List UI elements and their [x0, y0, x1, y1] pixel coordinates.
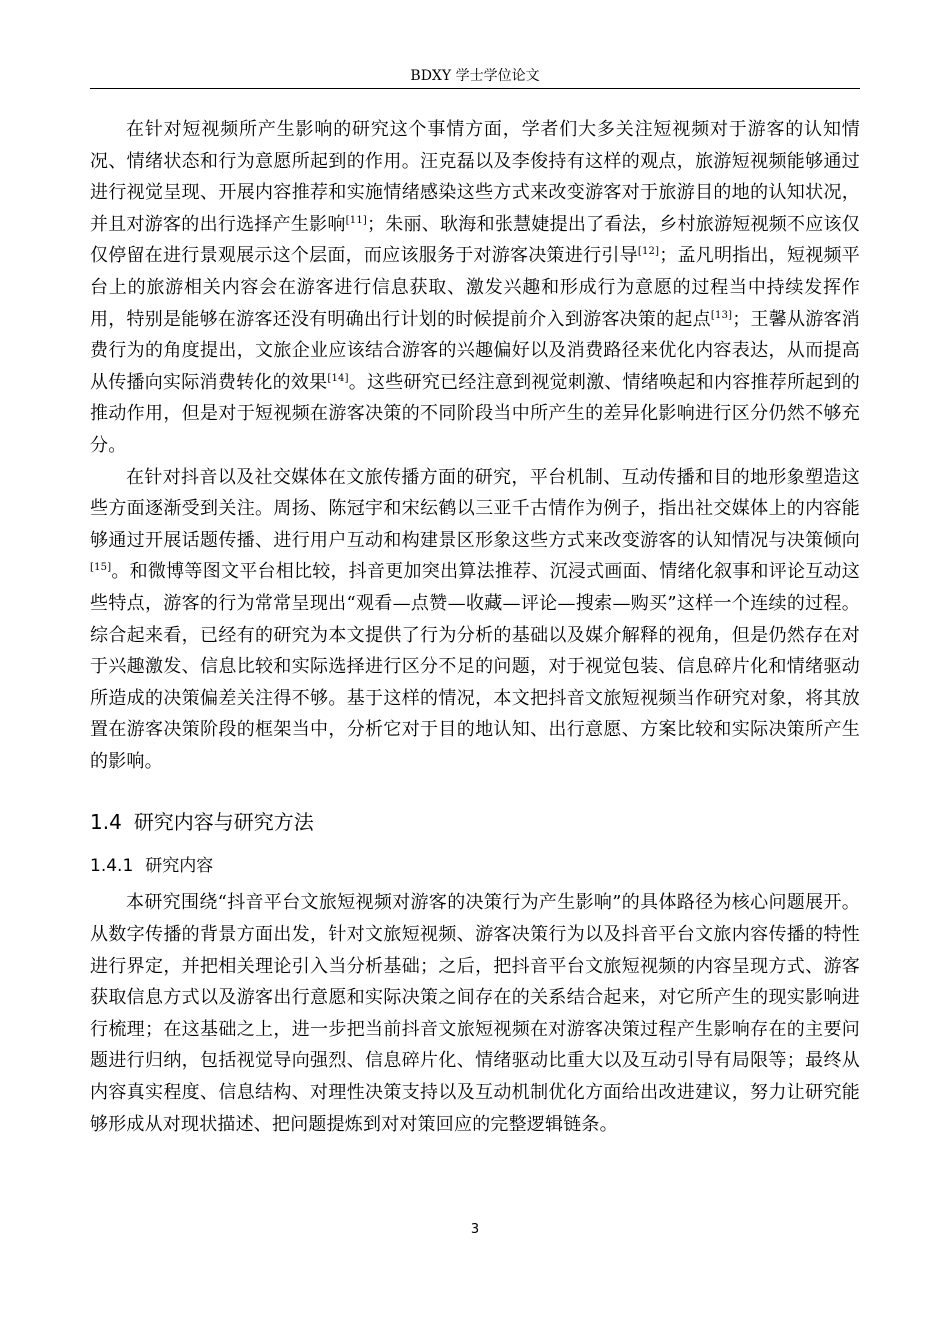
body-paragraphs-before — [90, 114, 860, 777]
paragraph-text: ；孟凡明指出，短视频平台上的旅游相关内容会在游客进行信息获取、激发兴趣和形成行为意愿的过程当中持续发挥作用，特别是能够在游客还没有明确出行计划的时候提前介入到游客决策的起点 — [90, 245, 861, 330]
subsection-heading — [90, 851, 860, 881]
citation-ref: [13] — [710, 309, 733, 321]
section-title: 研究内容与研究方法 — [133, 810, 314, 835]
citation-ref: [15] — [90, 562, 112, 574]
paragraph-text: 本研究围绕“抖音平台文旅短视频对游客的决策行为产生影响”的具体路径为核心问题展开。从数字传播的背景方面出发，针对文旅短视频、游客决策行为以及抖音平台文旅内容传播的特性进行界定，并把相关理论引入当分析基础；之后，把抖音平台文旅短视频的内容呈现方式、游客获取信息方式以及游客出行意愿和实际决策之间存在的关系结合起来，对它所产生的现实影响进行梳理；在这基础之上，进一步把当前抖音文旅短视频在对游客决策过程产生影响存在的主要问题进行归纳，包括视觉导向强烈、信息碎片化、情绪驱动比重大以及互动引导有局限等；最终从内容真实程度、信息结构、对理性决策支持以及互动机制优化方面给出改进建议，努力让研究能够形成从对现状描述、把问题提炼到对对策回应的完整逻辑链条。 — [90, 892, 860, 1135]
subsection-title: 研究内容 — [145, 856, 214, 877]
page-body — [90, 114, 860, 1140]
body-paragraph — [90, 887, 860, 1140]
page-header — [90, 64, 860, 89]
paragraph-text: ；朱丽、耿海和张慧婕提出了看法，乡村旅游短视频不应该仅仅停留在进行景观展示这个层面，而应该服务于对游客决策进行引导 — [90, 213, 860, 267]
section-number: 1.4 — [90, 810, 122, 835]
body-paragraph — [90, 462, 860, 778]
paragraph-text: ；王馨从游客消费行为的角度提出，文旅企业应该结合游客的兴趣偏好以及消费路径来优化内容表达，从而提高从传播向实际消费转化的效果 — [90, 308, 861, 393]
citation-ref: [14] — [327, 372, 349, 384]
header-title: BDXY 学士学位论文 — [410, 68, 540, 84]
section-heading — [90, 807, 860, 841]
citation-ref: [11] — [345, 214, 367, 226]
subsection-number: 1.4.1 — [90, 856, 134, 877]
citation-ref: [12] — [637, 246, 660, 258]
paragraph-text: 在针对抖音以及社交媒体在文旅传播方面的研究，平台机制、互动传播和目的地形象塑造这些方面逐渐受到关注。周扬、陈冠宇和宋纭鹤以三亚千古情作为例子，指出社交媒体上的内容能够通过开展话题传播、进行用户互动和构建景区形象这些方式来改变游客的认知情况与决策倾向 — [90, 466, 860, 551]
page-number-text: 3 — [470, 1222, 480, 1237]
paragraph-text: 在针对短视频所产生影响的研究这个事情方面，学者们大多关注短视频对于游客的认知情况、情绪状态和行为意愿所起到的作用。汪克磊以及李俊持有这样的观点，旅游短视频能够通过进行视觉呈现、开展内容推荐和实施情绪感染这些方式来改变游客对于旅游目的地的认知状况，并且对游客的出行选择产生影响 — [90, 119, 860, 235]
paragraph-text: 。和微博等图文平台相比较，抖音更加突出算法推荐、沉浸式画面、情绪化叙事和评论互动这些特点，游客的行为常常呈现出“观看—点赞—收藏—评论—搜索—购买”这样一个连续的过程。综合起来看，已经有的研究为本文提供了行为分析的基础以及媒介解释的视角，但是仍然存在对于兴趣激发、信息比较和实际选择进行区分不足的问题，对于视觉包装、信息碎片化和情绪驱动所造成的决策偏差关注得不够。基于这样的情况，本文把抖音文旅短视频当作研究对象，将其放置在游客决策阶段的框架当中，分析它对于目的地认知、出行意愿、方案比较和实际决策所产生的影响。 — [90, 561, 860, 772]
paragraph-text: 。这些研究已经注意到视觉刺激、情绪唤起和内容推荐所起到的推动作用，但是对于短视频在游客决策的不同阶段当中所产生的差异化影响进行区分仍然不够充分。 — [90, 371, 860, 456]
page-number — [0, 1222, 950, 1237]
body-paragraph — [90, 114, 860, 462]
body-paragraphs-after — [90, 887, 860, 1140]
